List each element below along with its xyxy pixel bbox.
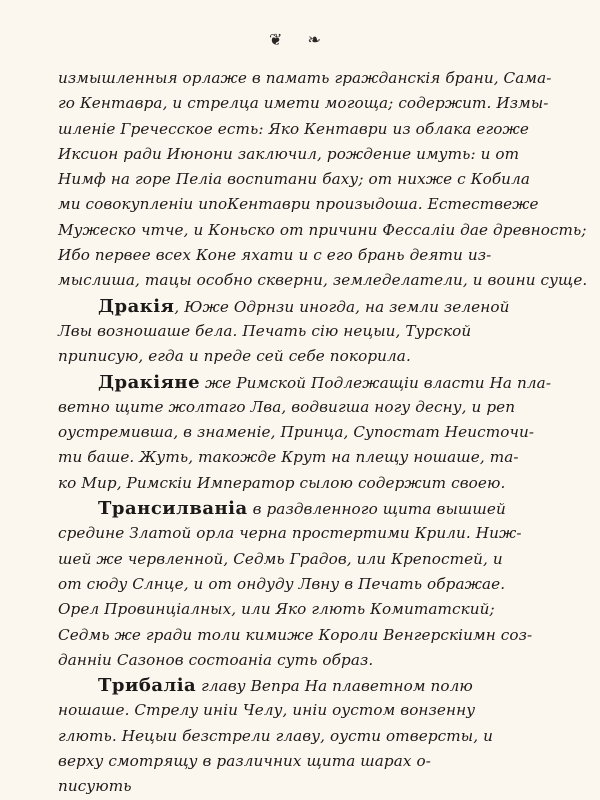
text-line xyxy=(58,218,587,243)
header-ornament xyxy=(0,30,600,49)
line-text: , Юже Одрнзи иногда, на земли зеленой xyxy=(174,297,510,316)
line-text: ми совокупленiи ипоКентаври произыдоша. Естествеже xyxy=(58,195,539,214)
line-text: шленiе Гречесское есть: Яко Кентаври из облака егоже xyxy=(58,119,529,138)
text-line xyxy=(58,268,588,293)
text-line xyxy=(58,724,554,749)
line-text: оустремивша, в знаменiе, Принца, Супостат Неисточи- xyxy=(58,423,535,442)
text-line xyxy=(58,370,554,395)
text-line xyxy=(58,344,554,369)
line-text: Нимф на горе Пелiа воспитани баху; от нихже с Кобила xyxy=(58,170,530,189)
line-text: шей же червленной, Седмь Градов, или Крепостей, и xyxy=(58,549,503,568)
text-line xyxy=(58,117,554,142)
line-text: же Римской Подлежащiи власти На пла- xyxy=(200,373,552,392)
text-line xyxy=(58,319,554,344)
text-line xyxy=(58,66,554,91)
text-line xyxy=(58,698,554,723)
text-line xyxy=(58,294,554,319)
line-text: Ибо первее всех Коне яхати и с его брань деяти из- xyxy=(58,246,492,265)
section-heading: Дракiяне xyxy=(98,371,201,393)
text-block xyxy=(58,66,588,800)
text-line xyxy=(58,774,554,799)
text-line xyxy=(58,521,554,546)
text-line xyxy=(58,142,554,167)
text-line xyxy=(58,167,554,192)
line-text: Лвы возношаше бела. Печать сiю нецыи, Турской xyxy=(58,321,472,340)
line-text: писують xyxy=(58,777,132,796)
section-heading: Трибалiа xyxy=(98,675,197,697)
section-heading: Дракiя xyxy=(98,295,175,317)
fleuron-left-icon: ❦ xyxy=(269,30,293,49)
line-text: ношаше. Стрелу инiи Челу, инiи оустом вонзенну xyxy=(58,701,476,720)
text-line xyxy=(58,572,554,597)
text-line xyxy=(58,91,554,116)
line-text: мыслиша, тацы особно скверни, земледелатели, и воини суще. xyxy=(58,271,588,290)
line-text: средине Златой орла черна простертими Крили. Ниж- xyxy=(58,524,522,543)
text-line xyxy=(58,192,554,217)
line-text: ветно щите жолтаго Лва, водвигша ногу десну, и реп xyxy=(58,397,516,416)
text-line xyxy=(58,243,554,268)
text-line xyxy=(58,673,554,698)
text-line xyxy=(58,547,554,572)
line-text: ти баше. Жуть, такожде Крут на плещу ношаше, та- xyxy=(58,448,519,467)
line-text: Мужеско чтче, и Коньско от причини Фессалiи дае древность; xyxy=(58,220,587,239)
fleuron-right-icon: ❧ xyxy=(307,30,331,49)
text-line xyxy=(58,471,554,496)
line-text: Орел Провинцiалных, или Яко глють Комитатский; xyxy=(58,600,495,619)
text-line xyxy=(58,749,554,774)
line-text: ко Мир, Римскiи Император сылою содержит своею. xyxy=(58,473,506,492)
line-text: от сюду Слнце, и от ондуду Лвну в Печать ображае. xyxy=(58,574,506,593)
text-line xyxy=(58,395,554,420)
text-line xyxy=(58,496,554,521)
line-text: глють. Нецыи безстрели главу, оусти отверсты, и xyxy=(58,726,493,745)
line-text: в раздвленного щита вышшей xyxy=(247,500,506,519)
line-text: даннiи Сазонов состоанiа суть образ. xyxy=(58,650,374,669)
text-line xyxy=(58,648,554,673)
line-text: верху смотрящу в различних щита шарах о- xyxy=(58,752,431,771)
text-line xyxy=(58,597,554,622)
line-text: главу Вепра На плаветном полю xyxy=(196,677,473,696)
text-line xyxy=(58,445,554,470)
text-line xyxy=(58,420,554,445)
line-text: Седмь же гради толи кимиже Короли Венгерскiимн соз- xyxy=(58,625,533,644)
section-heading: Трансилванiа xyxy=(98,498,248,520)
line-text: Иксион ради Июнони заключил, рождение имуть: и от xyxy=(58,144,520,163)
line-text: го Кентавра, и стрелца имети могоща; содержит. Измы- xyxy=(58,94,549,113)
text-line xyxy=(58,623,554,648)
line-text: приписую, егда и преде сей себе покорила. xyxy=(58,347,411,366)
line-text: измышленныя орлаже в памать гражданскiя брани, Сама- xyxy=(58,69,552,87)
